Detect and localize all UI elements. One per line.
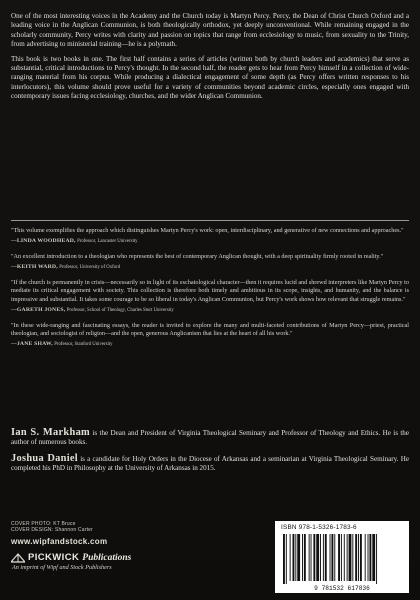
barcode-bar [293, 534, 295, 581]
barcode-bar [341, 534, 342, 581]
barcode-bar [283, 534, 285, 584]
barcode-bar [352, 534, 353, 581]
endorser-name: —LINDA WOODHEAD, [11, 238, 76, 245]
isbn-label: ISBN 978-1-5326-1783-6 [281, 524, 357, 531]
barcode-bar [360, 534, 362, 581]
barcode-bar [309, 534, 310, 581]
endorser-role: Professor, Lancaster University [77, 239, 138, 245]
barcode-bar [365, 534, 366, 581]
endorsement-jones [11, 279, 409, 314]
cover-photo-credit: COVER PHOTO: KT Bruce [11, 521, 76, 527]
endorser-name: —KEITH WARD, [11, 264, 58, 271]
description-paragraph-2: This book is two books in one. The first half contains a series of articles (written both by church leaders and academics) that serve as substantial, critical introductions to Percy's thought. In the second half, the reader gets to hear from Percy himself in a collection of wide-ranging material from his corpus. While producing a dialectical engagement of some depth (as Percy offers written responses to his interlocutors), this volume should prove useful for a variety of communities beyond academic circles, especially ones engaged with contemporary issues facing ecclesiology, churches, and the wider Anglican Communion. [11, 54, 409, 101]
endorsement-attribution [11, 263, 409, 272]
author-bios [11, 428, 409, 480]
endorsement-quote: "In these wide-ranging and fascinating essays, the reader is invited to explore the many and multi-faceted contributions of Martyn Percy—priest, practical theologian, and sociologist of religion—and the open, generous Anglicanism that lies at the heart of all his work." [11, 321, 409, 337]
barcode-bar [349, 534, 352, 581]
barcode-bar [316, 534, 319, 581]
barcode-bar [286, 534, 287, 584]
endorser-role: Professor, School of Theology, Charles Sturt University [66, 307, 174, 313]
endorser-name: —JANE SHAW, [11, 340, 53, 347]
endorsement-woodhead [11, 227, 409, 246]
barcode-bar [344, 534, 345, 581]
endorsement-quote: "An excellent introduction to a theologian who represents the best of contemporary Anglican thought, with a deep spirituality firmly rooted in reality." [11, 253, 384, 261]
cover-design-credit: COVER DESIGN: Shannon Carter [11, 527, 94, 534]
barcode-bar [358, 534, 359, 581]
author-bio-markham [11, 428, 409, 448]
barcode-bar [369, 534, 371, 581]
barcode-bar [376, 534, 377, 584]
endorser-role: Professor, Stanford University [54, 341, 113, 347]
barcode-bar [325, 534, 327, 581]
publisher-block [11, 552, 211, 571]
author-bio-text: is the Dean and President of Virginia Theological Seminary and Professor of Theology and Ethics. He is the author of numerous books. [11, 429, 409, 447]
section-divider [11, 220, 409, 221]
endorser-role: Professor, University of Oxford [59, 265, 121, 271]
endorser-name: —GARETH JONES, [11, 306, 66, 313]
author-bio-daniel [11, 454, 409, 474]
endorsement-quote: "This volume exemplifies the approach which distinguishes Martyn Percy's work: open, interdisciplinary, and generative of new connections and approaches." [11, 227, 404, 234]
barcode-bar [311, 534, 312, 581]
barcode-digits: 9 781532 617836 [314, 585, 370, 592]
publisher-name-caps: PICKWICK [28, 552, 80, 563]
description-paragraph-1: One of the most interesting voices in the Academy and the Church today is Martyn Percy. Percy, the Dean of Christ Church Oxford and a leading voice in the Anglican Communion, is both theologically orthodox, yet deeply unconventional. While remaining engaged in the scholarly community, Percy writes with clarity and passion on topics that range from ecclesiology to music, from sexuality to the Trinity, from advertising to ministerial training—he is a polymath. [11, 12, 409, 49]
cover-credits [11, 521, 171, 534]
author-bio-text: is a candidate for Holy Orders in the Diocese of Arkansas and a seminarian at Virginia Theological Seminary. He completed his PhD in Philosophy at the University of Arkansas in 2015. [11, 454, 409, 473]
barcode-bar [302, 534, 303, 581]
barcode-bar [330, 534, 331, 581]
barcode-bar [295, 534, 296, 581]
barcode-bar [372, 534, 375, 581]
barcode-bar [338, 534, 340, 581]
barcode-bar [331, 534, 333, 581]
publisher-website: www.wipfandstock.com [11, 537, 108, 546]
publisher-name [28, 552, 131, 563]
barcode-bar [355, 534, 357, 581]
publisher-imprint: An imprint of Wipf and Stock Publishers [12, 564, 112, 571]
barcode-bar [320, 534, 321, 581]
publisher-name-italic: Publications [82, 553, 132, 563]
author-name: Joshua Daniel [11, 452, 78, 464]
endorsement-attribution [11, 237, 409, 246]
barcode-bar [297, 534, 300, 581]
barcode-graphic [275, 521, 409, 593]
barcode-bar [334, 534, 335, 581]
barcode-bar [323, 534, 324, 581]
pickwick-logo-icon [11, 553, 25, 563]
endorsement-ward [11, 253, 409, 272]
endorsement-quote: "If the church is permanently in crisis—necessarily so in light of its eschatological character—then it requires lucid and shrewd interpreters like Martyn Percy to mediate its critical engagement with society. This collection is therefore both timely and ambitious in its scope, insights, and humanity, and the balance is impressive and substantial. It takes some courage to be so liberal in today's Anglican Communion, but Percy's work shows how relevant that struggle remains." [11, 279, 409, 303]
barcode-bar [347, 534, 348, 581]
endorsement-shaw [11, 322, 409, 349]
barcode-bar [313, 534, 315, 581]
author-name: Ian S. Markham [11, 427, 91, 438]
barcode-bar [304, 534, 306, 581]
barcode-bar [290, 534, 291, 581]
endorsement-attribution [11, 340, 409, 349]
endorsements [11, 227, 409, 356]
book-description [11, 12, 409, 107]
endorsement-attribution [11, 306, 409, 315]
barcode-bar [368, 534, 369, 581]
isbn-barcode [275, 521, 409, 593]
